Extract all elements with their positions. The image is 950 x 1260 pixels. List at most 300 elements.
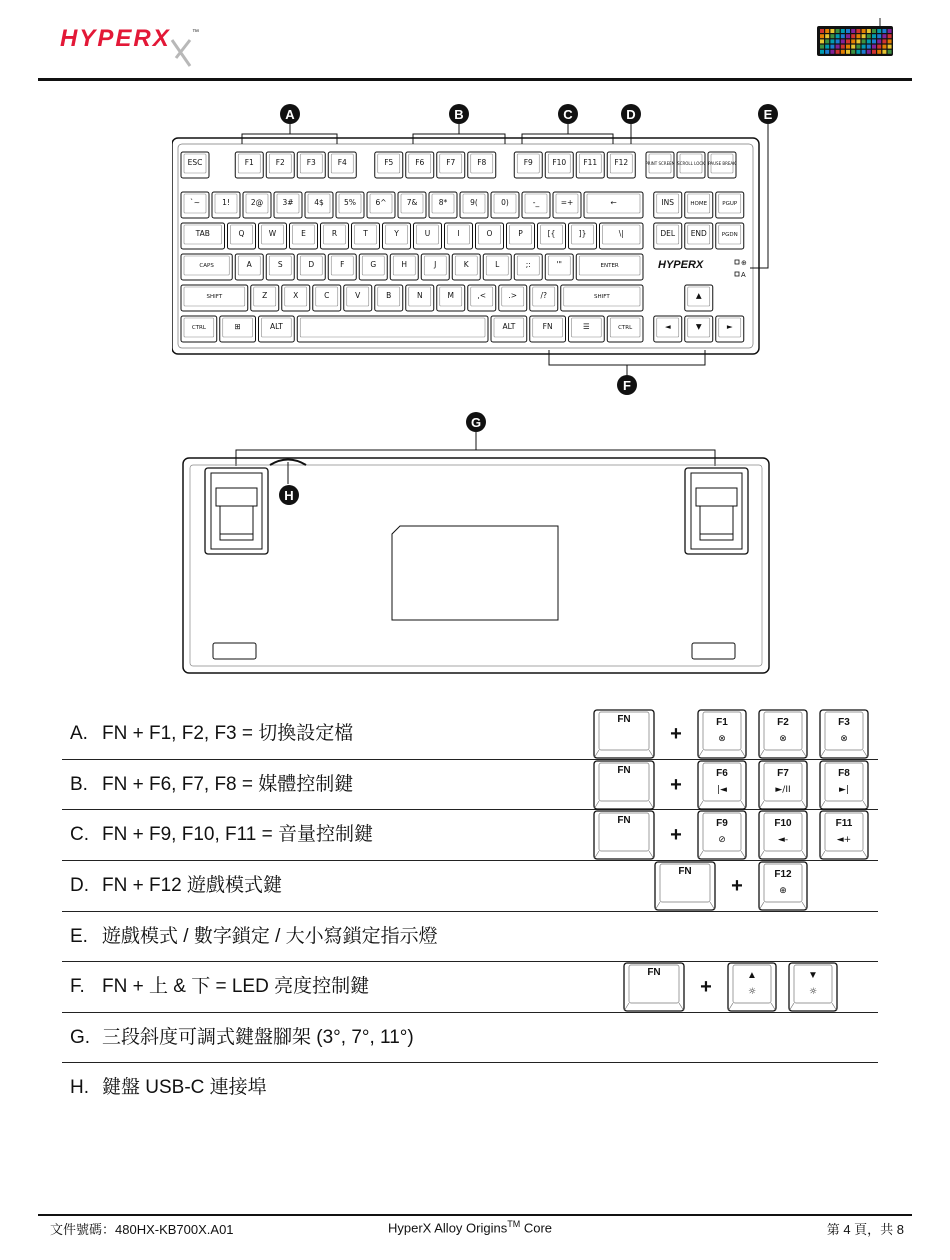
key-glyph: |◄	[717, 785, 727, 795]
rgb-key	[872, 39, 876, 43]
keycap	[181, 223, 225, 249]
keycap	[514, 152, 542, 178]
rgb-key	[851, 45, 855, 49]
key-illustration	[759, 761, 807, 809]
rgb-key	[846, 29, 850, 33]
combo-keys-d	[653, 860, 813, 912]
rgb-key	[872, 34, 876, 38]
rgb-key	[877, 29, 881, 33]
keycap	[654, 192, 682, 218]
tilt-foot-left	[205, 468, 268, 554]
keycap-label: O	[486, 229, 493, 238]
rgb-key	[830, 45, 834, 49]
label-area	[392, 526, 558, 620]
rgb-key	[867, 29, 871, 33]
feature-row-d	[70, 874, 282, 898]
feature-row-c	[70, 823, 373, 847]
rgb-key	[872, 29, 876, 33]
rgb-key	[882, 39, 886, 43]
keycap-label: Z	[262, 291, 268, 300]
keycap	[584, 192, 643, 218]
keycap	[545, 152, 573, 178]
keycap-label: [{	[547, 229, 556, 238]
keycap	[406, 285, 434, 311]
keycap	[259, 316, 295, 342]
keycap	[259, 223, 287, 249]
rgb-key	[851, 50, 855, 54]
rgb-key	[846, 50, 850, 54]
keycap-label: -_	[532, 198, 540, 207]
keycap-label: H	[401, 260, 408, 269]
feature-text: 遊戲模式 / 數字鎖定 / 大小寫鎖定指示燈	[102, 926, 438, 947]
indicator-game-icon: ⊕	[741, 260, 747, 267]
keycap-label: F2	[275, 158, 285, 167]
key-illustration	[759, 710, 807, 758]
keycap	[708, 152, 736, 178]
feature-letter: A.	[70, 723, 88, 744]
keycap	[375, 152, 403, 178]
keycap	[576, 254, 643, 280]
plus-sign: +	[670, 824, 682, 846]
keycap-label: F10	[552, 158, 567, 167]
keycap	[414, 223, 442, 249]
keycap-label: F	[340, 260, 345, 269]
rgb-key	[836, 34, 840, 38]
callout-g	[466, 412, 486, 432]
key-glyph: ◄-	[777, 835, 789, 845]
rgb-key	[856, 29, 860, 33]
rgb-key	[851, 39, 855, 43]
keycap	[530, 316, 566, 342]
keycap	[359, 254, 387, 280]
rgb-key	[846, 45, 850, 49]
combo-keys-f	[622, 961, 842, 1013]
key-label: F7	[777, 768, 789, 779]
keycap-label: ◄	[664, 322, 671, 331]
keycap	[460, 192, 488, 218]
feature-letter: H.	[70, 1077, 89, 1098]
keycap-label: V	[355, 291, 361, 300]
keycap	[607, 316, 643, 342]
keycap-label: F4	[337, 158, 347, 167]
rgb-key	[877, 45, 881, 49]
key-label: F8	[838, 768, 850, 779]
rgb-key	[882, 29, 886, 33]
key-glyph: ⊘	[718, 835, 726, 845]
keycap	[716, 192, 744, 218]
rgb-key	[862, 50, 866, 54]
keycap-label: F7	[446, 158, 456, 167]
logo-text: HYPERX	[60, 25, 171, 52]
key-label: F3	[838, 717, 850, 728]
callout-a	[280, 104, 300, 124]
keycap-label: TAB	[195, 229, 210, 238]
keycap-label: B	[386, 291, 392, 300]
keycap	[499, 285, 527, 311]
rgb-key	[888, 34, 892, 38]
keycap-label: F9	[523, 158, 533, 167]
keycap-label: HOME	[690, 201, 708, 207]
key-glyph: ◄+	[836, 835, 852, 845]
rgb-key	[862, 34, 866, 38]
rgb-key	[846, 39, 850, 43]
rgb-key	[825, 34, 829, 38]
keycap	[212, 192, 240, 218]
key-glyph: ⊕	[779, 886, 787, 896]
keycap	[266, 152, 294, 178]
keycap-label: DEL	[660, 229, 676, 238]
keycap	[181, 285, 248, 311]
keycap	[383, 223, 411, 249]
rgb-key	[877, 39, 881, 43]
rgb-key	[846, 34, 850, 38]
keycap-label: 9(	[470, 198, 478, 207]
keycap	[569, 316, 605, 342]
keycap-label: 4$	[314, 198, 324, 207]
rgb-key	[872, 45, 876, 49]
svg-text:F: F	[623, 378, 631, 393]
keycap-label: ⊞	[234, 322, 241, 331]
keycap	[181, 316, 217, 342]
keycap	[328, 254, 356, 280]
svg-text:E: E	[763, 107, 773, 122]
rgb-key	[836, 45, 840, 49]
key-label: F9	[716, 818, 728, 829]
keycap-label: CTRL	[191, 325, 206, 331]
keycap-label: F5	[384, 158, 394, 167]
keycap	[716, 316, 744, 342]
keycap	[685, 316, 713, 342]
rgb-key	[882, 50, 886, 54]
keycap	[522, 192, 550, 218]
keycap-label: G	[370, 260, 377, 269]
svg-text:G: G	[470, 415, 482, 430]
rgb-key	[888, 50, 892, 54]
keycap-label: ►	[726, 322, 733, 331]
keycap-label: FN	[542, 322, 553, 331]
keycap	[235, 152, 263, 178]
svg-text:B: B	[454, 107, 464, 122]
keycap	[235, 254, 263, 280]
keycap	[274, 192, 302, 218]
keycap	[716, 223, 744, 249]
keycap	[569, 223, 597, 249]
keycap-label: 1!	[222, 198, 230, 207]
rgb-key	[836, 39, 840, 43]
key-glyph: ⊗	[779, 734, 787, 744]
keycap	[576, 152, 604, 178]
keycap	[654, 223, 682, 249]
rgb-key	[841, 39, 845, 43]
keycap	[685, 192, 713, 218]
feature-row-a	[70, 722, 353, 746]
keycap-label: J	[434, 260, 437, 269]
key-illustration	[698, 710, 746, 758]
keycap	[600, 223, 644, 249]
fn-key-label: FN	[647, 967, 661, 978]
keycap-label: Q	[238, 229, 245, 238]
rgb-key	[867, 34, 871, 38]
svg-text:C: C	[563, 107, 573, 122]
keycap-label: PGUP	[722, 201, 738, 207]
keycap	[437, 285, 465, 311]
keycap	[367, 192, 395, 218]
keycap	[483, 254, 511, 280]
keycap-label: 5%	[344, 198, 356, 207]
fn-key-label: FN	[678, 866, 692, 877]
svg-text:A: A	[285, 107, 295, 122]
rgb-key	[877, 34, 881, 38]
svg-text:D: D	[626, 107, 636, 122]
callout-c	[558, 104, 578, 124]
rgb-key	[862, 39, 866, 43]
keycap-label: D	[308, 260, 315, 269]
keycap	[406, 152, 434, 178]
plus-sign: +	[700, 976, 712, 998]
keycap	[398, 192, 426, 218]
rubber-pad-left	[213, 643, 256, 659]
keycap	[437, 152, 465, 178]
rgb-key	[841, 50, 845, 54]
keyboard-bottom-diagram	[180, 410, 780, 680]
rgb-key	[856, 39, 860, 43]
rgb-key	[877, 50, 881, 54]
fn-key	[655, 862, 715, 910]
keycap-label: SCROLL LOCK	[677, 161, 705, 166]
keycap	[344, 285, 372, 311]
key-label: F6	[716, 768, 728, 779]
keycap-label: Y	[394, 229, 399, 238]
keycap-label: R	[331, 229, 338, 238]
keycap-label: ALT	[502, 322, 516, 331]
rgb-key	[867, 45, 871, 49]
rgb-key	[856, 34, 860, 38]
rgb-key	[841, 29, 845, 33]
combo-keys-c	[592, 809, 872, 861]
rgb-key	[825, 50, 829, 54]
keycap	[375, 285, 403, 311]
rgb-key	[867, 50, 871, 54]
key-glyph: ☼	[808, 987, 818, 997]
feature-letter: C.	[70, 824, 89, 845]
indicator-caps-label: A	[741, 272, 746, 279]
keycap	[445, 223, 473, 249]
keycap	[545, 254, 573, 280]
keycap-label: PAUSE BREAK	[708, 161, 736, 166]
keycap-label: E	[301, 229, 306, 238]
keycap	[607, 152, 635, 178]
feature-letter: E.	[70, 926, 88, 947]
keycap	[685, 285, 713, 311]
key-label: ▲	[747, 970, 757, 981]
plus-sign: +	[670, 774, 682, 796]
keycap	[290, 223, 318, 249]
key-label: F12	[774, 869, 792, 880]
keycap-label: 2@	[250, 198, 264, 207]
feature-letter: D.	[70, 875, 89, 896]
key-glyph: ☼	[747, 987, 757, 997]
keycap-label: X	[293, 291, 299, 300]
rgb-key	[867, 39, 871, 43]
rgb-key	[862, 45, 866, 49]
key-illustration	[820, 811, 868, 859]
fn-key-label: FN	[617, 815, 631, 826]
keycap-label: ←	[610, 198, 617, 207]
fn-key	[594, 761, 654, 809]
tilt-foot-right	[685, 468, 748, 554]
plus-sign: +	[731, 875, 743, 897]
callout-h	[279, 485, 299, 505]
keycap	[181, 192, 209, 218]
keycap	[654, 316, 682, 342]
callout-d	[621, 104, 641, 124]
feature-letter: B.	[70, 774, 88, 795]
feature-letter: G.	[70, 1027, 91, 1048]
feature-text: FN + F6, F7, F8 = 媒體控制鍵	[102, 774, 354, 795]
rgb-key	[825, 39, 829, 43]
rgb-key	[888, 45, 892, 49]
key-glyph: ⊗	[840, 734, 848, 744]
keycap-label: END	[690, 229, 707, 238]
rgb-key	[856, 45, 860, 49]
keycap-label: F11	[583, 158, 598, 167]
case-logo: HYPERX	[658, 259, 704, 271]
keycap	[538, 223, 566, 249]
feature-text: FN + 上 & 下 = LED 亮度控制鍵	[102, 976, 370, 997]
document-number: 文件號碼：480HX-KB700X.A01	[50, 1222, 234, 1237]
combo-keys-b	[592, 759, 872, 811]
keycap-label: ALT	[269, 322, 283, 331]
fn-key	[624, 963, 684, 1011]
row-divider	[62, 1062, 878, 1063]
keycap	[220, 316, 256, 342]
keycap	[297, 254, 325, 280]
keycap-label: '"	[556, 260, 563, 269]
header-rule	[38, 78, 912, 81]
keycap	[429, 192, 457, 218]
keycap-label: 8*	[438, 198, 448, 207]
callout-b	[449, 104, 469, 124]
product-name	[388, 1219, 552, 1235]
callout-e	[758, 104, 778, 124]
keycap	[421, 254, 449, 280]
keycap-label: I	[457, 229, 460, 238]
key-label: F1	[716, 717, 728, 728]
keycap	[352, 223, 380, 249]
key-label: F10	[774, 818, 792, 829]
keycap-label: ;:	[525, 260, 531, 269]
rgb-key	[851, 34, 855, 38]
key-glyph: ►|	[839, 785, 849, 795]
keycap	[476, 223, 504, 249]
feature-row-h	[70, 1076, 267, 1100]
feature-row-b	[70, 773, 353, 797]
rgb-key	[830, 29, 834, 33]
keycap-label: F1	[244, 158, 254, 167]
keycap-label: SHIFT	[594, 294, 610, 300]
keycap-label: /?	[540, 291, 548, 300]
rgb-key	[820, 29, 824, 33]
keycap-label: .>	[508, 291, 518, 300]
keycap-label: K	[463, 260, 469, 269]
rgb-key	[830, 39, 834, 43]
keycap	[328, 152, 356, 178]
key-illustration	[759, 862, 807, 910]
combo-keys-a	[592, 708, 872, 760]
rgb-key	[836, 50, 840, 54]
keycap-label: A	[246, 260, 252, 269]
keycap-label: ▼	[695, 322, 702, 331]
keyboard-top-diagram	[172, 100, 782, 400]
keycap	[313, 285, 341, 311]
keycap-label: U	[424, 229, 431, 238]
keycap-label: INS	[661, 198, 675, 207]
keycap-label: N	[416, 291, 423, 300]
feature-text: 三段斜度可調式鍵盤腳架 (3°, 7°, 11°)	[102, 1027, 414, 1048]
rgb-key	[825, 45, 829, 49]
keycap-label: T	[363, 229, 368, 238]
footer-rule	[38, 1214, 912, 1216]
rgb-key	[836, 29, 840, 33]
keycap-label: S	[277, 260, 283, 269]
product-suffix: Core	[520, 1220, 553, 1236]
keycap-label: F6	[415, 158, 425, 167]
keycap-label: L	[495, 260, 500, 269]
keycap	[491, 316, 527, 342]
keycap	[514, 254, 542, 280]
rubber-pad-right	[692, 643, 735, 659]
rgb-key	[888, 29, 892, 33]
rgb-key	[862, 29, 866, 33]
rgb-key	[830, 50, 834, 54]
rgb-key	[820, 39, 824, 43]
feature-text: FN + F1, F2, F3 = 切換設定檔	[102, 723, 354, 744]
feature-text: FN + F9, F10, F11 = 音量控制鍵	[102, 824, 373, 845]
rgb-key	[856, 50, 860, 54]
rgb-key	[820, 50, 824, 54]
keycap	[645, 152, 674, 178]
keycap-label: ENTER	[600, 263, 619, 269]
rgb-key	[888, 39, 892, 43]
keycap	[321, 223, 349, 249]
rgb-key	[882, 45, 886, 49]
keycap-label: F12	[614, 158, 629, 167]
keycap	[266, 254, 294, 280]
hyperx-logo	[52, 18, 212, 70]
key-glyph: ⊗	[718, 734, 726, 744]
rgb-key	[820, 45, 824, 49]
keycap-label: 0)	[501, 198, 509, 207]
keyboard-product-image	[816, 18, 896, 58]
fn-key	[594, 710, 654, 758]
keycap-label: `~	[189, 198, 201, 207]
svg-text:H: H	[284, 488, 294, 503]
keycap	[468, 152, 496, 178]
keycap	[390, 254, 418, 280]
feature-letter: F.	[70, 976, 85, 997]
keycap-label: M	[447, 291, 454, 300]
fn-key-label: FN	[617, 765, 631, 776]
keycap	[677, 152, 705, 178]
key-label: ▼	[808, 970, 818, 981]
keycap	[181, 254, 232, 280]
keycap-label: 6^	[375, 198, 387, 207]
keycap-label: PGDN	[721, 232, 738, 238]
feature-text: FN + F12 遊戲模式鍵	[102, 875, 282, 896]
keycap	[561, 285, 643, 311]
keycap-label: 3#	[282, 198, 294, 207]
keycap-label: PRINT SCREEN	[645, 161, 675, 166]
